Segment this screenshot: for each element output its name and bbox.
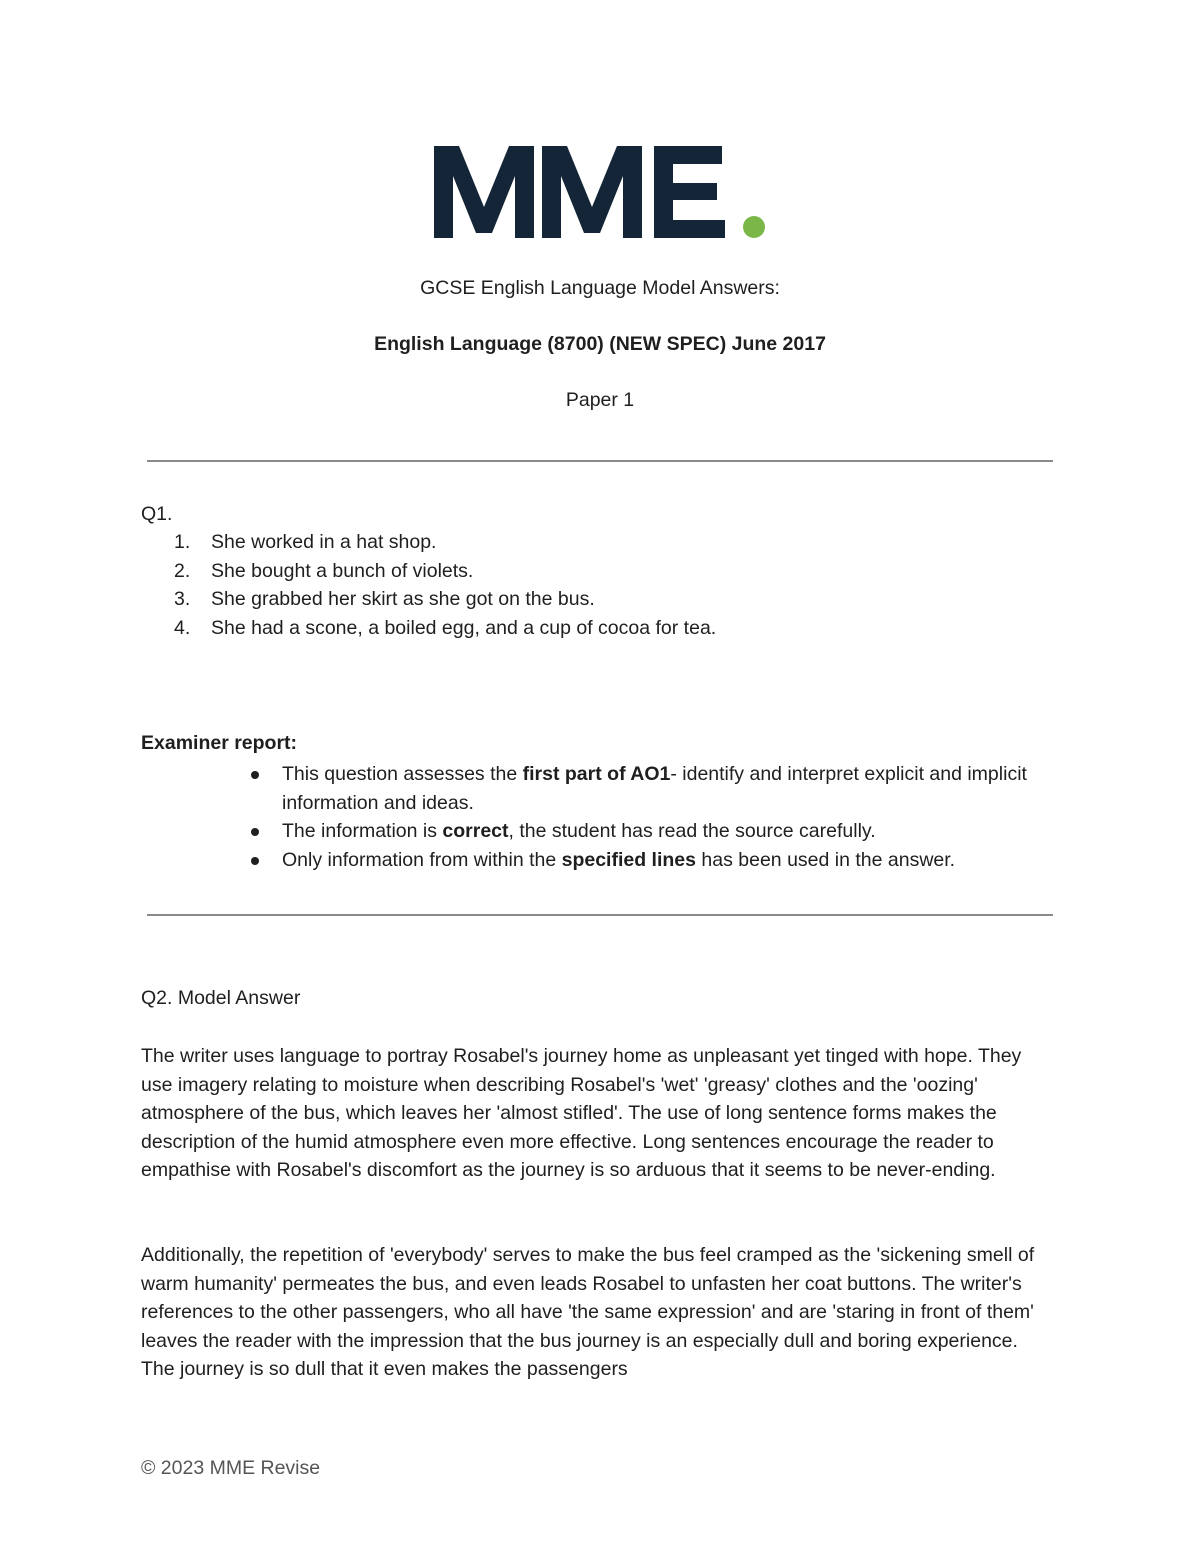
- list-number: 2.: [174, 559, 191, 582]
- list-text: She had a scone, a boiled egg, and a cup of cocoa for tea.: [211, 616, 717, 639]
- divider: [147, 914, 1053, 916]
- bullet-item: [248, 760, 1048, 817]
- q2-label: Q2. Model Answer: [141, 987, 301, 1009]
- bullet-text: The information is: [282, 820, 443, 842]
- bullet-text: has been used in the answer.: [696, 848, 956, 871]
- bullet-text: , the student has read the source carefully.: [508, 820, 876, 842]
- list-text: She bought a bunch of violets.: [211, 559, 474, 582]
- bullet-item: [248, 817, 1048, 846]
- mme-logo-letters: [434, 146, 725, 238]
- list-text: She grabbed her skirt as she got on the bus.: [211, 588, 595, 611]
- mme-logo: [432, 143, 772, 243]
- divider: [147, 460, 1053, 462]
- bullet-icon: [251, 771, 259, 779]
- copyright-footer: © 2023 MME Revise: [141, 1457, 321, 1479]
- bullet-text: This question assesses the: [282, 763, 523, 785]
- bullet-icon: [251, 828, 259, 836]
- q2-paragraph: The writer uses language to portray Rosabel's journey home as unpleasant yet tinged with hope. They use imagery relating to moisture when describing Rosabel's 'wet' 'greasy' clothes and the 'oozing' atmosphere of the bus, which leaves her 'almost stifled'. The use of long sentence forms makes the description of the humid atmosphere even more effective. Long sentences encourage the reader to empathise with Rosabel's discomfort as the journey is so arduous that it seems to be never-ending.: [141, 1045, 1022, 1182]
- list-text: She worked in a hat shop.: [211, 531, 437, 553]
- mme-logo-dot: [743, 216, 765, 238]
- examiner-report-list: [248, 760, 1048, 874]
- document-subtitle: GCSE English Language Model Answers:: [420, 277, 780, 299]
- bullet-bold-text: first part of AO1: [522, 763, 671, 785]
- paper-label: Paper 1: [565, 389, 635, 411]
- bullet-icon: [251, 857, 259, 865]
- bullet-text: Only information from within the: [282, 848, 562, 871]
- document-title: English Language (8700) (NEW SPEC) June 2017: [374, 333, 826, 355]
- examiner-report-label: Examiner report:: [141, 732, 298, 754]
- bullet-item: [248, 846, 1048, 875]
- bullet-bold-text: correct: [442, 820, 509, 842]
- q1-label: Q1.: [141, 503, 173, 525]
- bullet-text: - identify and interpret explicit and implicit information and ideas.: [282, 763, 1027, 814]
- q2-paragraph: Additionally, the repetition of 'everybody' serves to make the bus feel cramped as the 'sickening smell of warm humanity' permeates the bus, and even leads Rosabel to unfasten her coat buttons. The writer's references to the other passengers, who all have 'the same expression' and are 'staring in front of them' leaves the reader with the impression that the bus journey is an especially dull and boring experience. The journey is so dull that it even makes the passengers: [141, 1244, 1035, 1381]
- list-number: 1.: [174, 531, 191, 553]
- list-number: 3.: [174, 588, 191, 611]
- bullet-bold-text: specified lines: [561, 848, 696, 871]
- list-number: 4.: [174, 616, 191, 639]
